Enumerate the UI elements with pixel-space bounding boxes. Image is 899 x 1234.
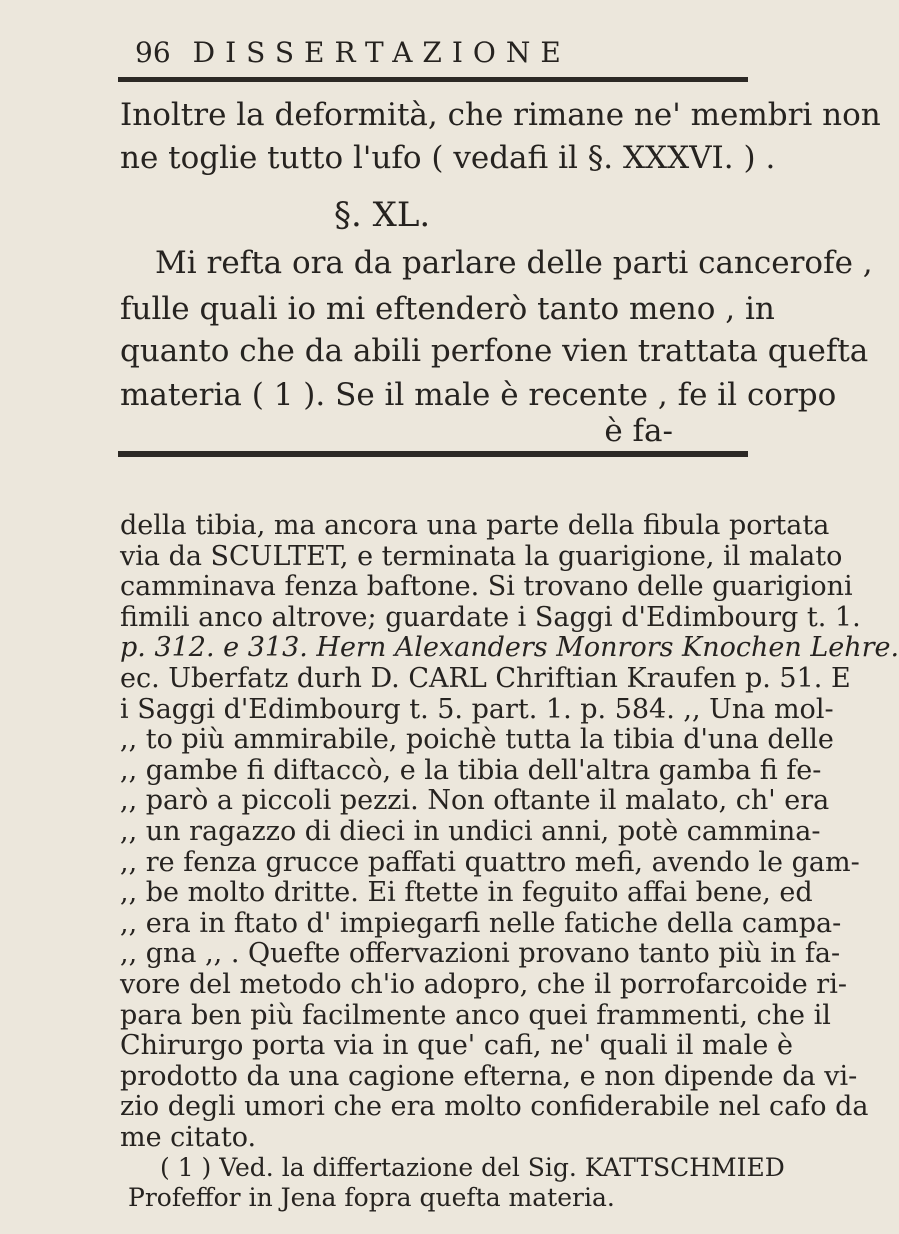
text-line: zio degli umori che era molto confiderabile nel cafo da: [120, 1091, 869, 1123]
text-line: quanto che da abili perfone vien trattata quefta: [120, 333, 869, 369]
text-line: fimili anco altrove; guardate i Saggi d'Edimbourg t. 1.: [120, 601, 861, 633]
footnote-line: ( 1 ) Ved. la differtazione del Sig. KATTSCHMIED: [160, 1152, 785, 1182]
text-line: materia ( 1 ). Se il male è recente , fe il corpo: [120, 377, 837, 413]
running-title: DISSERTAZIONE: [192, 36, 571, 69]
separator-rule: [118, 451, 748, 457]
text-line: ,, be molto dritte. Ei ftette in feguito affai bene, ed: [120, 877, 813, 909]
text-line: ,, gambe fi diftaccò, e la tibia dell'altra gamba fi fe-: [120, 754, 822, 786]
text-line: Inoltre la deformità, che rimane ne' membri non: [120, 97, 881, 133]
text-line: ,, gna ,, . Quefte offervazioni provano tanto più in fa-: [120, 938, 841, 970]
text-line: ,, to più ammirabile, poichè tutta la tibia d'una delle: [120, 724, 834, 756]
text-line: Chirurgo porta via in que' cafi, ne' quali il male è: [120, 1030, 793, 1062]
text-line: della tibia, ma ancora una parte della fibula portata: [120, 510, 830, 541]
section-heading: §. XL.: [334, 195, 431, 235]
text-line: ,, parò a piccoli pezzi. Non oftante il malato, ch' era: [120, 785, 830, 817]
text-line: para ben più facilmente anco quei frammenti, che il: [120, 999, 831, 1031]
text-line: via da SCULTET, e terminata la guarigione, il malato: [120, 540, 843, 572]
text-line: ec. Uberfatz durh D. CARL Chriftian Kraufen p. 51. E: [120, 663, 851, 694]
text-line: i Saggi d'Edimbourg t. 5. part. 1. p. 584. ,, Una mol-: [120, 693, 834, 725]
text-line: ,, un ragazzo di dieci in undici anni, potè cammina-: [120, 816, 821, 847]
catchword: è fa-: [604, 413, 673, 449]
text-line: p. 312. e 313. Hern Alexanders Monrors Knochen Lehre.: [120, 632, 899, 664]
text-line: ,, re fenza grucce paffati quattro mefi, avendo le gam-: [120, 846, 860, 878]
text-line: Mi refta ora da parlare delle parti cancerofe ,: [155, 245, 873, 281]
page-number: 96: [135, 36, 171, 69]
footnote-line: Profeffor in Jena fopra quefta materia.: [128, 1183, 615, 1213]
text-line: camminava fenza baftone. Si trovano delle guarigioni: [120, 571, 853, 603]
text-line: prodotto da una cagione efterna, e non dipende da vi-: [120, 1060, 858, 1092]
text-line: vore del metodo ch'io adopro, che il porrofarcoide ri-: [120, 969, 847, 1000]
header-rule: [118, 77, 748, 82]
running-header: [135, 36, 735, 69]
text-line: fulle quali io mi eftenderò tanto meno , in: [120, 291, 775, 327]
text-line: me citato.: [120, 1122, 257, 1153]
text-line: ne toglie tutto l'ufo ( vedafi il §. XXXVI. ) .: [120, 140, 776, 176]
text-line: ,, era in ftato d' impiegarfi nelle fatiche della campa-: [120, 907, 842, 939]
